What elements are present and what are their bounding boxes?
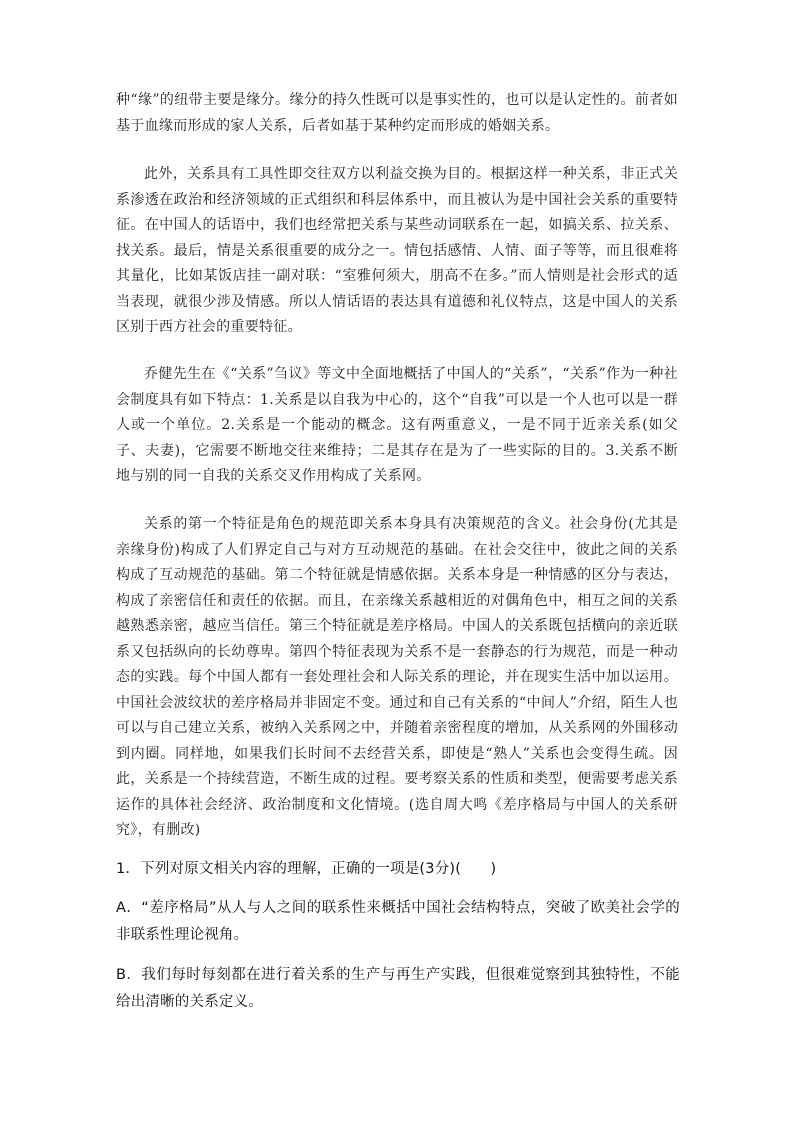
option-a: A．“差序格局”从人与人之间的联系性来概括中国社会结构特点，突破了欧美社会学的非联系性理论视角。 — [116, 900, 680, 943]
passage-paragraph-qiao-jian: 乔健先生在《“关系”刍议》等文中全面地概括了中国人的“关系”，“关系”作为一种社会制度具有如下特点：1.关系是以自我为中心的，这个“自我”可以是一个人也可以是一群人或一个单位。2.关系是一个能动的概念。这有两重意义，一是不同于近亲关系(如父子、夫妻)，它需要不断地交往来维持；二是其存在是为了一些实际的目的。3.关系不断地与别的同一自我的关系交叉作用构成了关系网。 — [116, 366, 678, 484]
passage-paragraph-continued: 种“缘”的纽带主要是缘分。缘分的持久性既可以是事实性的，也可以是认定性的。前者如基于血缘而形成的家人关系，后者如基于某种约定而形成的婚姻关系。 — [116, 92, 678, 134]
passage-paragraph-instrumentality: 此外，关系具有工具性即交往双方以利益交换为目的。根据这样一种关系，非正式关系渗透在政治和经济领域的正式组织和科层体系中，而且被认为是中国社会关系的重要特征。在中国人的话语中，我们也经常把关系与某些动词联系在一起，如搞关系、拉关系、找关系。最后，情是关系很重要的成分之一。情包括感情、人情、面子等等，而且很难将其量化，比如某饭店挂一副对联：“室雅何须大，朋高不在多。”而人情则是社会形式的适当表现，就很少涉及情感。所以人情话语的表达具有道德和礼仪特点，这是中国人的关系区别于西方社会的重要特征。 — [116, 166, 678, 335]
passage-paragraph-four-features: 关系的第一个特征是角色的规范即关系本身具有决策规范的含义。社会身份(尤其是亲缘身份)构成了人们界定自己与对方互动规范的基础。在社会交往中，彼此之间的关系构成了互动规范的基础。第二个特征就是情感依据。关系本身是一种情感的区分与表达，构成了亲密信任和责任的依据。而且，在亲缘关系越相近的对偶角色中，相互之间的关系越熟悉亲密，越应当信任。第三个特征就是差序格局。中国人的关系既包括横向的亲近联系又包括纵向的长幼尊卑。第四个特征表现为关系不是一套静态的行为规范，而是一种动态的实践。每个中国人都有一套处理社会和人际关系的理论，并在现实生活中加以运用。中国社会波纹状的差序格局并非固定不变。通过和自己有关系的“中间人”介绍，陌生人也可以与自己建立关系，被纳入关系网之中，并随着亲密程度的增加，从关系网的外围移动到内圈。同样地，如果我们长时间不去经营关系，即使是“熟人”关系也会变得生疏。因此，关系是一个持续营造，不断生成的过程。要考察关系的性质和类型，便需要考虑关系运作的具体社会经济、政治制度和文化情境。(选自周大鸣《差序格局与中国人的关系研究》，有删改) — [116, 516, 678, 838]
option-b: B．我们每时每刻都在进行着关系的生产与再生产实践，但很难觉察到其独特性，不能给出清晰的关系定义。 — [116, 967, 680, 1010]
question-stem: 1．下列对原文相关内容的理解，正确的一项是(3分)( ) — [116, 861, 497, 877]
